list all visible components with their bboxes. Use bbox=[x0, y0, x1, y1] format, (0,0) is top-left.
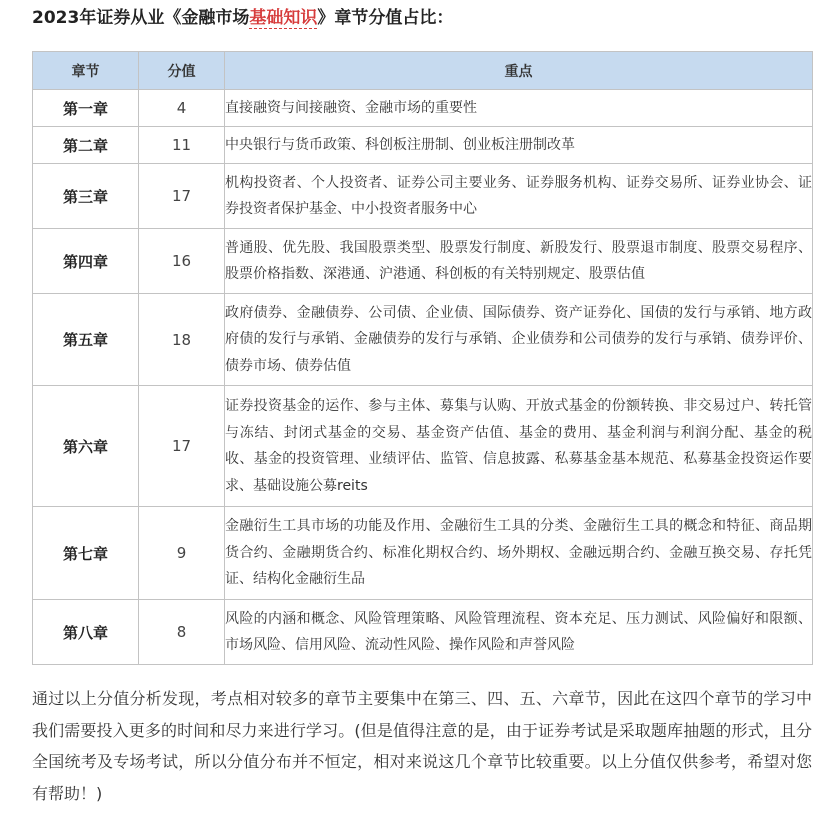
chapter-cell: 第七章 bbox=[33, 507, 139, 600]
table-row bbox=[33, 229, 813, 294]
chapter-score-table bbox=[32, 51, 813, 665]
chapter-cell: 第四章 bbox=[33, 229, 139, 294]
header-score: 分值 bbox=[139, 52, 225, 90]
table-row bbox=[33, 164, 813, 229]
title-suffix: 》章节分值占比： bbox=[317, 8, 454, 28]
score-cell: 11 bbox=[139, 127, 225, 164]
table-row bbox=[33, 294, 813, 386]
key-points-cell: 普通股、优先股、我国股票类型、股票发行制度、新股发行、股票退市制度、股票交易程序、股票价格指数、深港通、沪港通、科创板的有关特别规定、股票估值 bbox=[225, 229, 813, 294]
header-chapter: 章节 bbox=[33, 52, 139, 90]
key-points-cell: 金融衍生工具市场的功能及作用、金融衍生工具的分类、金融衍生工具的概念和特征、商品期货合约、金融期货合约、标准化期权合约、场外期权、金融远期合约、金融互换交易、存托凭证、结构化金融衍生品 bbox=[225, 507, 813, 600]
table-row bbox=[33, 127, 813, 164]
summary-paragraph: 通过以上分值分析发现，考点相对较多的章节主要集中在第三、四、五、六章节，因此在这四个章节的学习中我们需要投入更多的时间和尽力来进行学习。(但是值得注意的是，由于证券考试是采取题库抽题的形式，且分全国统考及专场考试，所以分值分布并不恒定，相对来说这几个章节比较重要。以上分值仅供参考，希望对您有帮助！) bbox=[32, 689, 812, 803]
score-cell: 8 bbox=[139, 600, 225, 665]
score-cell: 16 bbox=[139, 229, 225, 294]
key-points-cell: 风险的内涵和概念、风险管理策略、风险管理流程、资本充足、压力测试、风险偏好和限额、市场风险、信用风险、流动性风险、操作风险和声誉风险 bbox=[225, 600, 813, 665]
key-points-cell: 中央银行与货币政策、科创板注册制、创业板注册制改革 bbox=[225, 127, 813, 164]
key-points-cell: 证券投资基金的运作、参与主体、募集与认购、开放式基金的份额转换、非交易过户、转托管与冻结、封闭式基金的交易、基金资产估值、基金的费用、基金利润与利润分配、基金的税收、基金的投资管理、业绩评估、监管、信息披露、私募基金基本规范、私募基金投资运作要求、基础设施公募reits bbox=[225, 386, 813, 507]
table-row bbox=[33, 90, 813, 127]
chapter-cell: 第二章 bbox=[33, 127, 139, 164]
table-row bbox=[33, 600, 813, 665]
chapter-cell: 第五章 bbox=[33, 294, 139, 386]
score-cell: 4 bbox=[139, 90, 225, 127]
header-key-points: 重点 bbox=[225, 52, 813, 90]
chapter-cell: 第一章 bbox=[33, 90, 139, 127]
score-cell: 17 bbox=[139, 386, 225, 507]
title-link-basic-knowledge[interactable]: 基础知识 bbox=[249, 8, 318, 28]
table-row bbox=[33, 507, 813, 600]
table-row bbox=[33, 386, 813, 507]
key-points-cell: 机构投资者、个人投资者、证券公司主要业务、证券服务机构、证券交易所、证券业协会、证券投资者保护基金、中小投资者服务中心 bbox=[225, 164, 813, 229]
chapter-cell: 第八章 bbox=[33, 600, 139, 665]
page-title bbox=[32, 4, 453, 32]
score-cell: 18 bbox=[139, 294, 225, 386]
score-cell: 17 bbox=[139, 164, 225, 229]
key-points-cell: 政府债券、金融债券、公司债、企业债、国际债券、资产证券化、国债的发行与承销、地方政府债的发行与承销、金融债券的发行与承销、企业债券和公司债券的发行与承销、债券评价、债券市场、债券估值 bbox=[225, 294, 813, 386]
table-header-row bbox=[33, 52, 813, 90]
title-prefix: 2023年证券从业《金融市场 bbox=[32, 8, 250, 28]
score-cell: 9 bbox=[139, 507, 225, 600]
key-points-cell: 直接融资与间接融资、金融市场的重要性 bbox=[225, 90, 813, 127]
chapter-cell: 第三章 bbox=[33, 164, 139, 229]
chapter-cell: 第六章 bbox=[33, 386, 139, 507]
